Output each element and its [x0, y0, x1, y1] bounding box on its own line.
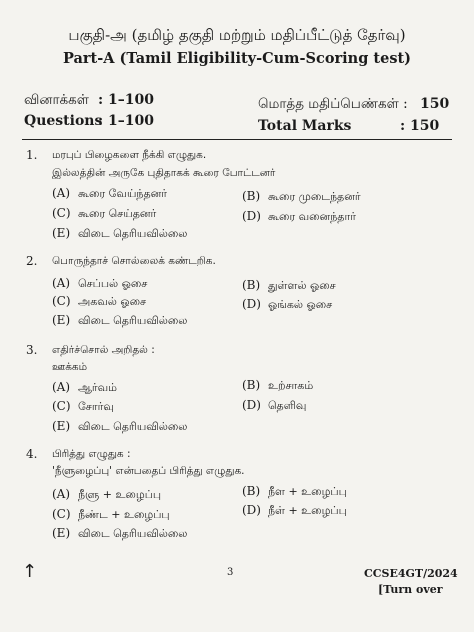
- header-divider: [22, 139, 452, 140]
- option-d: (D) ஓங்கல் ஓசை: [242, 297, 333, 311]
- option-e: (E) விடை தெரியவில்லை: [52, 526, 188, 540]
- page-title-english: Part-A (Tamil Eligibility-Cum-Scoring test): [62, 50, 412, 67]
- total-marks-english-label: Total Marks: [258, 118, 352, 134]
- question-text: பொருந்தாச் சொல்லைக் கண்டறிக.: [52, 255, 216, 267]
- option-a: (A) செப்பல் ஓசை: [52, 276, 148, 290]
- question-number: 1.: [26, 148, 38, 162]
- option-b: (B) நீள + உழைப்பு: [242, 484, 347, 498]
- option-e: (E) விடை தெரியவில்லை: [52, 226, 188, 240]
- option-c: (C) சோர்வு: [52, 399, 114, 413]
- question-number: 4.: [26, 447, 38, 461]
- page-number: 3: [227, 567, 234, 578]
- option-e: (E) விடை தெரியவில்லை: [52, 313, 188, 327]
- total-marks-tamil-label: மொத்த மதிப்பெண்கள் :: [258, 96, 408, 112]
- option-c: (C) நீண்ட + உழைப்பு: [52, 507, 170, 521]
- option-a: (A) ஆர்வம்: [52, 380, 118, 394]
- question-subtext: ஊக்கம்: [52, 361, 88, 373]
- option-c: (C) கூரை செய்தனர்: [52, 206, 157, 220]
- questions-tamil-label: வினாக்கள்: [24, 92, 89, 108]
- question-subtext: 'நீளுழைப்பு' என்பதைப் பிரித்து எழுதுக.: [52, 465, 245, 477]
- option-b: (B) துள்ளல் ஓசை: [242, 278, 336, 292]
- paper-code: CCSE4GT/2024: [364, 567, 458, 580]
- question-text: மரபுப் பிழைகளை நீக்கி எழுதுக.: [52, 149, 207, 161]
- option-d: (D) தெளிவு: [242, 398, 307, 412]
- questions-english-label: Questions: [24, 113, 103, 129]
- questions-english-value: : 1–100: [98, 113, 155, 129]
- question-text: பிரித்து எழுதுக :: [52, 448, 131, 460]
- total-marks-english-value: : 150: [400, 118, 440, 134]
- question-number: 2.: [26, 254, 38, 268]
- option-b: (B) கூரை முடைந்தனர்: [242, 189, 361, 203]
- option-e: (E) விடை தெரியவில்லை: [52, 419, 188, 433]
- option-d: (D) நீள் + உழைப்பு: [242, 503, 347, 517]
- question-text: எதிர்ச்சொல் அறிதல் :: [52, 344, 155, 356]
- option-c: (C) அகவல் ஓசை: [52, 294, 147, 308]
- option-d: (D) கூரை வனைந்தார்: [242, 209, 356, 223]
- questions-tamil-value: : 1–100: [98, 92, 155, 108]
- up-arrow-icon: ↑: [22, 561, 38, 582]
- question-subtext: இல்லத்தின் அருகே புதிதாகக் கூரை போட்டனர்: [52, 167, 276, 179]
- question-number: 3.: [26, 343, 38, 357]
- option-a: (A) நீளு + உழைப்பு: [52, 487, 162, 501]
- page-title-tamil: பகுதி-அ (தமிழ் தகுதி மற்றும் மதிப்பீட்டுத் தேர்வு): [68, 26, 406, 44]
- turn-over-note: [Turn over: [378, 583, 443, 596]
- option-b: (B) உற்சாகம்: [242, 378, 314, 392]
- option-a: (A) கூரை வேய்ந்தனர்: [52, 186, 168, 200]
- total-marks-tamil-value: 150: [420, 96, 450, 112]
